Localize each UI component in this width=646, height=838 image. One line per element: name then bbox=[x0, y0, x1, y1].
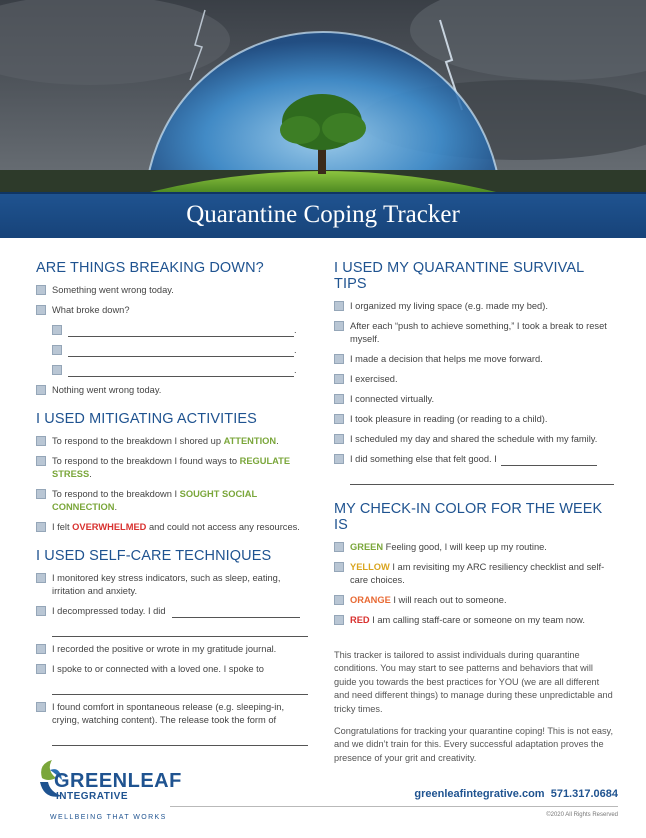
checklist-item[interactable]: I did something else that felt good. I bbox=[334, 453, 614, 466]
tree-in-globe-illustration bbox=[0, 0, 646, 192]
checklist-item[interactable]: To respond to the breakdown I SOUGHT SOCIAL CONNECTION. bbox=[36, 488, 308, 514]
checkbox[interactable] bbox=[334, 562, 344, 572]
checkbox[interactable] bbox=[334, 414, 344, 424]
checklist-item[interactable]: I exercised. bbox=[334, 373, 614, 386]
checkbox[interactable] bbox=[52, 325, 62, 335]
checkbox[interactable] bbox=[36, 285, 46, 295]
checklist-item[interactable]: I felt OVERWHELMED and could not access any resources. bbox=[36, 521, 308, 534]
checklist-item[interactable]: I organized my living space (e.g. made my bed). bbox=[334, 300, 614, 313]
section-title-survival-tips: I USED MY QUARANTINE SURVIVAL TIPS bbox=[334, 260, 584, 292]
info-paragraph: This tracker is tailored to assist individuals during quarantine conditions. You may start to see patterns and behaviors that will guide you towards the best practices for YOU (we are all different and need different things) to manage during these unpredictable and tricky times. bbox=[334, 650, 613, 714]
checkbox[interactable] bbox=[334, 321, 344, 331]
footer-divider bbox=[170, 806, 618, 807]
checklist-item[interactable]: I recorded the positive or wrote in my gratitude journal. bbox=[36, 643, 308, 656]
checklist-item[interactable]: I connected virtually. bbox=[334, 393, 614, 406]
fill-in-line[interactable] bbox=[68, 365, 294, 377]
what-broke-down-list bbox=[52, 324, 308, 377]
checkbox[interactable] bbox=[36, 489, 46, 499]
checkbox[interactable] bbox=[36, 436, 46, 446]
checkbox[interactable] bbox=[334, 595, 344, 605]
section-title-self-care: I USED SELF-CARE TECHNIQUES bbox=[36, 548, 272, 564]
logo-tagline: WELLBEING THAT WORKS bbox=[50, 814, 167, 821]
check-in-green[interactable]: GREEN Feeling good, I will keep up my routine. bbox=[334, 541, 614, 554]
page-title: Quarantine Coping Tracker bbox=[186, 201, 460, 228]
checkbox[interactable] bbox=[52, 365, 62, 375]
logo-sub: INTEGRATIVE bbox=[56, 791, 128, 802]
checkbox[interactable] bbox=[334, 354, 344, 364]
checklist-item[interactable]: I monitored key stress indicators, such as sleep, eating, irritation and anxiety. bbox=[36, 572, 308, 598]
checklist-item[interactable]: I made a decision that helps me move forward. bbox=[334, 353, 614, 366]
checkbox[interactable] bbox=[334, 434, 344, 444]
checkbox[interactable] bbox=[36, 606, 46, 616]
checklist-item[interactable]: To respond to the breakdown I found ways to REGULATE STRESS. bbox=[36, 455, 308, 481]
checklist-item[interactable]: Something went wrong today. bbox=[36, 284, 308, 297]
checkbox[interactable] bbox=[36, 664, 46, 674]
checklist-item[interactable]: I scheduled my day and shared the schedule with my family. bbox=[334, 433, 614, 446]
checkbox[interactable] bbox=[334, 615, 344, 625]
keyword: GREEN bbox=[350, 542, 384, 552]
checkbox[interactable] bbox=[52, 345, 62, 355]
title-banner bbox=[0, 192, 646, 238]
keyword: SOUGHT SOCIAL CONNECTION bbox=[52, 489, 257, 512]
keyword: REGULATE STRESS bbox=[52, 456, 291, 479]
checkbox[interactable] bbox=[36, 644, 46, 654]
website-link[interactable]: greenleafintegrative.com bbox=[414, 788, 545, 800]
keyword: YELLOW bbox=[350, 562, 390, 572]
checklist-item[interactable]: Nothing went wrong today. bbox=[36, 384, 308, 397]
checklist-item[interactable]: To respond to the breakdown I shored up ATTENTION. bbox=[36, 435, 308, 448]
fill-in-line[interactable] bbox=[52, 731, 308, 746]
section-title-mitigating: I USED MITIGATING ACTIVITIES bbox=[36, 411, 257, 427]
fill-in-line[interactable] bbox=[68, 325, 294, 337]
fill-in-item[interactable]: . bbox=[52, 344, 308, 357]
keyword: RED bbox=[350, 615, 370, 625]
checkbox[interactable] bbox=[334, 374, 344, 384]
fill-in-item[interactable]: . bbox=[52, 324, 308, 337]
keyword: ATTENTION bbox=[223, 436, 277, 446]
check-in-yellow[interactable]: YELLOW I am revisiting my ARC resiliency checklist and self-care choices. bbox=[334, 561, 614, 587]
hero-image bbox=[0, 0, 646, 192]
checkbox[interactable] bbox=[36, 456, 46, 466]
fill-in-line[interactable] bbox=[68, 345, 294, 357]
copyright: ©2020 All Rights Reserved bbox=[546, 812, 618, 818]
checkbox[interactable] bbox=[334, 394, 344, 404]
section-title-check-in-color: MY CHECK-IN COLOR FOR THE WEEK IS bbox=[334, 501, 603, 533]
fill-in-line[interactable] bbox=[350, 470, 614, 485]
checklist-item[interactable]: I took pleasure in reading (or reading to a child). bbox=[334, 413, 614, 426]
checkbox[interactable] bbox=[36, 305, 46, 315]
phone-number: 571.317.0684 bbox=[550, 788, 618, 800]
checkbox[interactable] bbox=[36, 702, 46, 712]
check-in-orange[interactable]: ORANGE I will reach out to someone. bbox=[334, 594, 614, 607]
right-column bbox=[334, 260, 614, 774]
greenleaf-logo bbox=[36, 756, 182, 826]
congrats-paragraph: Congratulations for tracking your quarantine coping! This is not easy, and we didn’t train for this. Every successful adaptation proves the presence of your grit and creativity. bbox=[334, 726, 614, 763]
logo-name: GREENLEAF bbox=[54, 770, 182, 792]
fill-in-line[interactable] bbox=[52, 680, 308, 695]
keyword: ORANGE bbox=[350, 595, 391, 605]
fill-in-item[interactable]: . bbox=[52, 364, 308, 377]
checklist-item[interactable]: I found comfort in spontaneous release (e.g. sleeping-in, crying, watching content). The release took the form of bbox=[36, 701, 308, 727]
checklist-item[interactable]: After each “push to achieve something,” I took a break to reset myself. bbox=[334, 320, 614, 346]
checkbox[interactable] bbox=[36, 385, 46, 395]
keyword: OVERWHELMED bbox=[72, 522, 147, 532]
checkbox[interactable] bbox=[334, 454, 344, 464]
checklist-item[interactable]: What broke down? bbox=[36, 304, 308, 317]
fill-in-line[interactable] bbox=[501, 454, 597, 466]
checkbox[interactable] bbox=[36, 573, 46, 583]
fill-in-line[interactable] bbox=[172, 606, 300, 618]
checklist-item[interactable]: I spoke to or connected with a loved one. I spoke to bbox=[36, 663, 308, 676]
checkbox[interactable] bbox=[36, 522, 46, 532]
check-in-red[interactable]: RED I am calling staff-care or someone on my team now. bbox=[334, 614, 614, 627]
section-title-breaking-down: ARE THINGS BREAKING DOWN? bbox=[36, 260, 264, 276]
footer-contact bbox=[414, 788, 618, 800]
checkbox[interactable] bbox=[334, 301, 344, 311]
checkbox[interactable] bbox=[334, 542, 344, 552]
left-column bbox=[36, 260, 308, 752]
checklist-item[interactable]: I decompressed today. I did bbox=[36, 605, 308, 618]
fill-in-line[interactable] bbox=[52, 622, 308, 637]
